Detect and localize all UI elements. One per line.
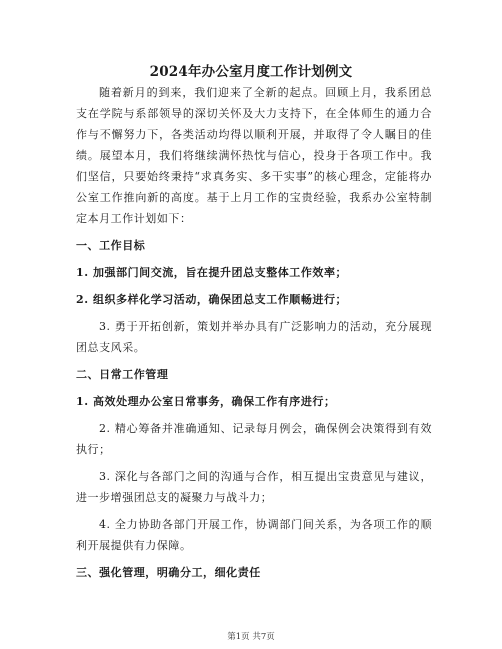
- goal-item-1: 1. 加强部门间交流，旨在提升团总支整体工作效率；: [76, 266, 348, 279]
- section-heading-goals: 一、工作目标: [76, 239, 146, 252]
- daily-item-2: 2. 精心筹备并准确通知、记录每月例会，确保例会决策得到有效执行；: [76, 422, 432, 456]
- daily-item-3: 3. 深化与各部门之间的沟通与合作，相互提出宝贵意见与建议，进一步增强团总支的凝聚力与战斗力；: [76, 470, 432, 504]
- section-heading-daily: 二、日常工作管理: [76, 368, 169, 381]
- daily-item-4: 4. 全力协助各部门开展工作，协调部门间关系，为各项工作的顺利开展提供有力保障。: [76, 518, 432, 552]
- daily-item-1: 1. 高效处理办公室日常事务，确保工作有序进行；: [76, 395, 336, 408]
- document-body: [76, 82, 432, 589]
- document-title: 2024年办公室月度工作计划例文: [149, 64, 353, 80]
- intro-paragraph: 随着新月的到来，我们迎来了全新的起点。回顾上月，我系团总支在学院与系部领导的深切关怀及大力支持下，在全体师生的通力合作与不懈努力下，各类活动均得以顺利开展，并取得了令人瞩目的佳绩。展望本月，我们将继续满怀热忱与信心，投身于各项工作中。我们坚信，只要始终秉持“求真务实、多干实事”的核心理念，定能将办公室工作推向新的高度。基于上月工作的宝贵经验，我系办公室特制定本月工作计划如下：: [76, 86, 432, 225]
- page-footer: 第1页 共7页: [227, 632, 275, 642]
- goal-item-3: 3. 勇于开拓创新，策划并举办具有广泛影响力的活动，充分展现团总支风采。: [76, 320, 432, 354]
- goal-item-2: 2. 组织多样化学习活动，确保团总支工作顺畅进行；: [76, 293, 348, 306]
- section-heading-management: 三、强化管理，明确分工，细化责任: [76, 566, 261, 579]
